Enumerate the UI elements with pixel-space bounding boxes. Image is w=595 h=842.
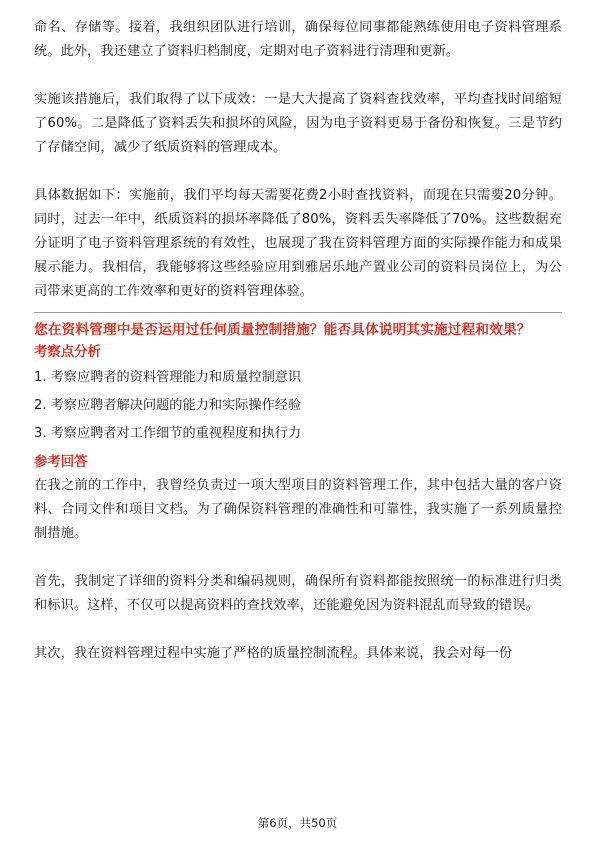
section-divider	[34, 312, 562, 313]
document-page	[34, 16, 562, 666]
answer-paragraph: 首先，我制定了详细的资料分类和编码规则，确保所有资料都能按照统一的标准进行归类和标识。这样，不仅可以提高资料的查找效率，还能避免因为资料混乱而导致的错误。	[34, 574, 562, 613]
analysis-heading: 考察点分析	[34, 345, 101, 360]
answer-heading: 参考回答	[34, 455, 88, 470]
list-item-number: 3.	[34, 426, 47, 441]
body-paragraph: 命名、存储等。接着，我组织团队进行培训，确保每位同事都能熟练使用电子资料管理系统。此外，我还建立了资料归档制度，定期对电子资料进行清理和更新。	[34, 20, 562, 59]
page-number-footer: 第6页，共50页	[257, 816, 338, 830]
answer-paragraph: 其次，我在资料管理过程中实施了严格的质量控制流程。具体来说，我会对每一份	[34, 646, 513, 661]
list-item-number: 2.	[34, 398, 47, 413]
answer-paragraph: 在我之前的工作中，我曾经负责过一项大型项目的资料管理工作，其中包括大量的客户资料、合同文件和项目文档。为了确保资料管理的准确性和可靠性，我实施了一系列质量控制措施。	[34, 478, 562, 541]
paragraph-spacer	[34, 546, 562, 570]
list-item	[34, 364, 562, 392]
body-paragraph: 具体数据如下：实施前，我们平均每天需要花费2小时查找资料，而现在只需要20分钟。同时，过去一年中，纸质资料的损坏率降低了80%，资料丢失率降低了70%。这些数据充分证明了电子资料管理系统的有效性，也展现了我在资料管理方面的实际操作能力和成果展示能力。我相信，我能够将这些经验应用到雅居乐地产置业公司的资料员岗位上，为公司带来更高的工作效率和更好的资料管理体验。	[34, 188, 562, 299]
list-item	[34, 420, 562, 448]
list-item	[34, 392, 562, 420]
list-item-number: 1.	[34, 370, 47, 385]
list-item-text: 考察应聘者解决问题的能力和实际操作经验	[50, 398, 302, 413]
analysis-list	[34, 364, 562, 448]
list-item-text: 考察应聘者对工作细节的重视程度和执行力	[50, 426, 302, 441]
body-paragraph: 实施该措施后，我们取得了以下成效：一是大大提高了资料查找效率，平均查找时间缩短了60%。二是降低了资料丢失和损坏的风险，因为电子资料更易于备份和恢复。三是节约了存储空间，减少了纸质资料的管理成本。	[34, 92, 562, 155]
paragraph-spacer	[34, 304, 562, 312]
paragraph-spacer	[34, 64, 562, 88]
question-heading: 您在资料管理中是否运用过任何质量控制措施？能否具体说明其实施过程和效果？	[34, 322, 531, 338]
paragraph-spacer	[34, 618, 562, 642]
list-item-text: 考察应聘者的资料管理能力和质量控制意识	[50, 370, 302, 385]
paragraph-spacer	[34, 160, 562, 184]
